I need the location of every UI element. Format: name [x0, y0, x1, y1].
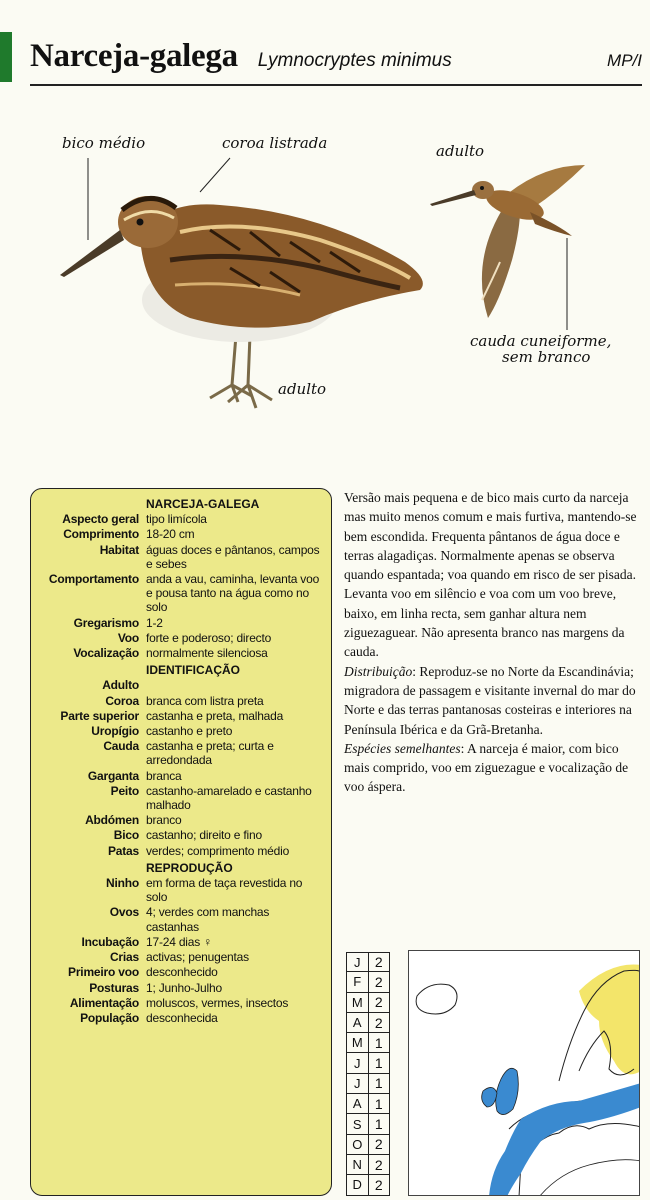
- fact-label: Ovos: [109, 905, 139, 920]
- fact-label: Habitat: [99, 542, 139, 557]
- month-status: 1: [369, 1053, 391, 1072]
- month-letter: F: [347, 972, 369, 991]
- fact-value: desconhecida: [146, 1010, 218, 1025]
- month-row: [347, 1094, 390, 1114]
- fact-row: [39, 905, 323, 933]
- header-rule: [30, 84, 642, 86]
- fact-label: Vocalização: [73, 646, 139, 661]
- fact-label: Parte superior: [60, 708, 139, 723]
- fact-label: Incubação: [81, 934, 139, 949]
- fact-label: Crias: [109, 950, 139, 965]
- fact-label: Peito: [110, 783, 139, 798]
- section-general-heading: NARCEJA-GALEGA: [146, 497, 260, 511]
- fact-value: 1; Junho-Julho: [146, 980, 222, 995]
- flying-bird: [430, 165, 585, 318]
- fact-label: Alimentação: [69, 995, 139, 1010]
- fact-row: [39, 512, 323, 526]
- fact-row: [39, 709, 323, 723]
- fact-value: 18-20 cm: [146, 527, 195, 542]
- fact-value: castanho-amarelado e castanho malhado: [146, 783, 312, 813]
- fact-value: moluscos, vermes, insectos: [146, 995, 289, 1010]
- fact-row: [39, 769, 323, 783]
- fact-value: 4; verdes com manchas castanhas: [146, 905, 270, 934]
- fact-row: [39, 844, 323, 858]
- month-status: 2: [369, 972, 391, 991]
- map-svg: [409, 951, 640, 1196]
- month-calendar: [346, 952, 390, 1196]
- month-row: [347, 1013, 390, 1033]
- fact-row: [39, 981, 323, 995]
- similar-species-text: : A narceja é maior, com bico mais comprido, voo em ziguezague e vocalização de voo áspera.: [344, 740, 629, 795]
- month-status: 1: [369, 1033, 391, 1052]
- similar-species-label: Espécies semelhantes: [344, 740, 461, 756]
- month-letter: A: [347, 1094, 369, 1113]
- fact-value: tipo limícola: [146, 512, 207, 527]
- identification-rows: [39, 678, 323, 857]
- fact-label: Uropígio: [91, 724, 139, 739]
- distribution-paragraph: [344, 662, 642, 739]
- fact-row: [39, 784, 323, 812]
- fact-value: [139, 678, 323, 692]
- fact-label: Garganta: [87, 768, 139, 783]
- month-letter: S: [347, 1114, 369, 1133]
- fact-row: [39, 616, 323, 630]
- fact-row: [39, 724, 323, 738]
- reproduction-rows: [39, 876, 323, 1025]
- label-tail-line1: cauda cuneiforme,: [470, 332, 612, 350]
- fact-row: [39, 1011, 323, 1025]
- fact-label: Abdómen: [85, 813, 139, 828]
- fact-row: [39, 828, 323, 842]
- month-status: 2: [369, 1135, 391, 1154]
- month-row: [347, 1135, 390, 1155]
- month-row: [347, 1033, 390, 1053]
- fact-value: castanha e preta; curta e arredondada: [146, 739, 274, 768]
- month-row: [347, 1175, 390, 1195]
- section-identification-heading: IDENTIFICAÇÃO: [146, 663, 240, 678]
- label-tail-line2: sem branco: [502, 348, 591, 366]
- leader-crown: [200, 158, 230, 192]
- fact-value: branca com listra preta: [146, 693, 264, 708]
- section-reproduction-heading: REPRODUÇÃO: [146, 860, 233, 875]
- fact-label: Adulto: [102, 678, 139, 693]
- fact-value: normalmente silenciosa: [146, 646, 268, 661]
- status-code: MP/I: [607, 51, 642, 70]
- fact-row: [39, 950, 323, 964]
- fact-row: [39, 694, 323, 708]
- month-row: [347, 993, 390, 1013]
- fact-label: Ninho: [106, 876, 139, 891]
- month-letter: O: [347, 1135, 369, 1154]
- fact-label: População: [80, 1010, 139, 1025]
- fact-row: [39, 572, 323, 615]
- latin-name: Lymnocryptes minimus: [257, 50, 452, 71]
- fact-label: Comportamento: [48, 572, 139, 587]
- fact-value: branco: [146, 813, 182, 828]
- fact-label: Aspecto geral: [62, 512, 139, 527]
- fact-value: águas doces e pântanos, campos e sebes: [146, 542, 320, 571]
- label-crown: coroa listrada: [222, 134, 328, 152]
- month-row: [347, 952, 390, 972]
- month-status: 2: [369, 1013, 391, 1032]
- fact-label: Comprimento: [63, 527, 139, 542]
- fact-value: em forma de taça revestida no solo: [146, 876, 303, 905]
- fact-value: castanha e preta, malhada: [146, 708, 284, 723]
- standing-bird: [60, 196, 423, 408]
- month-status: 1: [369, 1094, 391, 1113]
- month-status: 2: [369, 993, 391, 1012]
- fact-label: Cauda: [103, 739, 139, 754]
- fact-row: [39, 631, 323, 645]
- month-status: 1: [369, 1114, 391, 1133]
- fact-value: 17-24 dias ♀: [146, 934, 212, 949]
- fact-row: [39, 935, 323, 949]
- fact-row: [39, 813, 323, 827]
- fact-value: anda a vau, caminha, levanta voo e pousa tanto na água como no solo: [146, 572, 320, 615]
- month-row: [347, 972, 390, 992]
- fact-row: [39, 876, 323, 904]
- month-letter: M: [347, 993, 369, 1012]
- similar-species-paragraph: [344, 739, 642, 797]
- fact-label: Posturas: [89, 980, 139, 995]
- fact-row: [39, 543, 323, 571]
- fact-value: castanho; direito e fino: [146, 828, 262, 843]
- month-row: [347, 1074, 390, 1094]
- label-bill: bico médio: [62, 134, 146, 152]
- species-title: Narceja-galega: [30, 38, 238, 74]
- fact-row: [39, 678, 323, 692]
- fact-label: Coroa: [105, 693, 139, 708]
- fact-label: Voo: [117, 630, 139, 645]
- fact-value: activas; penugentas: [146, 950, 249, 965]
- fact-row: [39, 996, 323, 1010]
- fact-row: [39, 646, 323, 660]
- fact-value: branca: [146, 768, 182, 783]
- fact-label: Bico: [113, 828, 139, 843]
- month-row: [347, 1053, 390, 1073]
- month-row: [347, 1114, 390, 1134]
- month-status: 2: [369, 953, 391, 971]
- general-rows: [39, 512, 323, 660]
- fact-value: forte e poderoso; directo: [146, 630, 272, 645]
- fact-value: verdes; comprimento médio: [146, 843, 290, 858]
- month-letter: J: [347, 1053, 369, 1072]
- month-letter: J: [347, 1074, 369, 1093]
- month-row: [347, 1155, 390, 1175]
- label-adult-standing: adulto: [278, 380, 327, 398]
- fact-value: 1-2: [146, 615, 163, 630]
- month-status: 2: [369, 1175, 391, 1194]
- fact-value: castanho e preto: [146, 724, 233, 739]
- distribution-map: [408, 950, 640, 1196]
- month-letter: D: [347, 1175, 369, 1194]
- page-header: [30, 38, 642, 84]
- fact-label: Primeiro voo: [68, 965, 139, 980]
- month-status: 1: [369, 1074, 391, 1093]
- fact-box: [30, 488, 332, 1196]
- description-main: Versão mais pequena e de bico mais curto da narceja mas muito menos comum e mais furtiva, mantendo-se bem escondida. Frequenta pântanos de água doce e terras alagadiças. Normalmente apenas se observa quando espantada; voa quando em risco de ser pisada. Levanta voo em silêncio e voa com um voo breve, baixo, em linha recta, sem ganhar altura nem ziguezaguear. Não apresenta branco nas margens da cauda.: [344, 490, 637, 660]
- month-letter: M: [347, 1033, 369, 1052]
- chapter-tab: [0, 32, 12, 82]
- fact-value: desconhecido: [146, 965, 218, 980]
- label-adult-flying: adulto: [436, 142, 485, 160]
- month-status: 2: [369, 1155, 391, 1174]
- fact-label: Patas: [107, 843, 139, 858]
- fact-row: [39, 739, 323, 767]
- distribution-text: : Reproduz-se no Norte da Escandinávia; migradora de passagem e visitante invernal do mar do Norte e das terras pantanosas costeiras e interiores na Península Ibérica e da Grã-Bretanha.: [344, 663, 636, 737]
- fact-row: [39, 965, 323, 979]
- month-letter: J: [347, 953, 369, 971]
- fact-label: Gregarismo: [73, 615, 139, 630]
- bird-illustration: [0, 100, 650, 460]
- month-letter: A: [347, 1013, 369, 1032]
- fact-row: [39, 527, 323, 541]
- description: [344, 488, 642, 797]
- month-letter: N: [347, 1155, 369, 1174]
- distribution-label: Distribuição: [344, 663, 413, 679]
